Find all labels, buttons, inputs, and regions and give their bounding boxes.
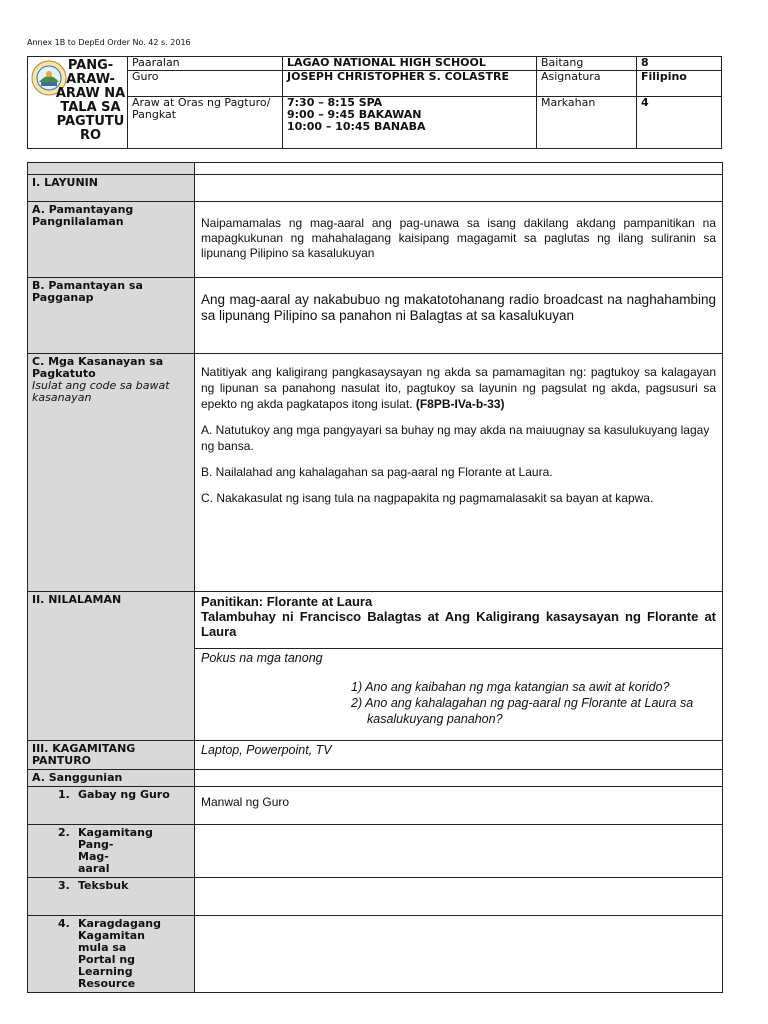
markahan-value: 4: [637, 97, 722, 149]
lesson-table: [27, 162, 723, 993]
baitang-value: 8: [637, 57, 722, 71]
nilalaman-title: Panitikan: Florante at Laura Talambuhay ni Francisco Balagtas at Ang Kaligirang kasaysayan ng Florante at Laura: [195, 592, 723, 649]
nilalaman-label: II. NILALAMAN: [28, 592, 195, 741]
pamantayang-pangnilalaman-label: A. Pamantayang Pangnilalaman: [28, 202, 195, 278]
pamantayang-pangnilalaman-text: Naipamamalas ng mag-aaral ang pag-unawa sa isang dakilang akdang pampanitikan na mapagkukunan ng mahahalagang kaisipang magagamit sa paglutas ng ilang suliranin sa lipunang Pilipino sa kasalukuyan: [195, 202, 723, 278]
kagamitan-value: Laptop, Powerpoint, TV: [195, 741, 723, 770]
sanggunian-content: [195, 770, 723, 787]
ref-item-3-label: 3. Teksbuk: [28, 878, 195, 916]
pokus-content: [195, 649, 723, 741]
layunin-content: [195, 175, 723, 202]
kasanayan-text: Natitiyak ang kaligirang pangkasaysayan ng akda sa pamamagitan ng: pagtukoy sa kalagayan ng lipunan sa panahong nasulat ito, pagtukoy sa layunin ng pagsulat ng akda, pagsusuri sa epekto ng akda pagkatapos itong isulat. (F8PB-IVa-b-33): [201, 365, 716, 411]
title-cell: [28, 57, 128, 149]
question-2: 2) Ano ang kahalagahan ng pag-aaral ng Florante at Laura sa kasalukuyang panahon?: [351, 696, 694, 726]
top-spacer-label: [28, 163, 195, 175]
ref-item-3-value: [195, 878, 723, 916]
header-table: [27, 56, 722, 149]
ref-item-1-label: 1. Gabay ng Guro: [28, 787, 195, 825]
markahan-label: Markahan: [537, 97, 637, 149]
question-1: 1) Ano ang kaibahan ng mga katangian sa awit at korido?: [351, 680, 670, 694]
ref-item-4-value: [195, 916, 723, 993]
pamantayan-pagganap-text: Ang mag-aaral ay nakabubuo ng makatotohanang radio broadcast na naghahambing sa lipunang Pilipino sa panahon ni Balagtas at sa kasalukuyan: [195, 278, 723, 354]
objective-a: A. Natutukoy ang mga pangyayari sa buhay ng may akda na maiuugnay sa kasulukuyang lagay ng bansa.: [201, 423, 710, 453]
kasanayan-content: [195, 354, 723, 592]
competency-code: (F8PB-IVa-b-33): [415, 397, 505, 411]
paaralan-value: LAGAO NATIONAL HIGH SCHOOL: [283, 57, 537, 71]
ref-item-2-value: [195, 825, 723, 878]
guro-value: JOSEPH CHRISTOPHER S. COLASTRE: [283, 71, 537, 97]
asignatura-value: Filipino: [637, 71, 722, 97]
kasanayan-sublabel: Isulat ang code sa bawat kasanayan: [32, 379, 170, 404]
objective-b: B. Nailalahad ang kahalagahan sa pag-aaral ng Florante at Laura.: [201, 465, 553, 479]
annex-note: Annex 1B to DepEd Order No. 42 s. 2016: [27, 38, 191, 47]
asignatura-label: Asignatura: [537, 71, 637, 97]
layunin-label: I. LAYUNIN: [28, 175, 195, 202]
schedule: 7:30 – 8:15 SPA 9:00 – 9:45 BAKAWAN 10:00 – 10:45 BANABA: [283, 97, 537, 149]
top-spacer-content: [195, 163, 723, 175]
ref-item-4-label: 4. Karagdagang Kagamitan mula sa Portal ng Learning Resource: [28, 916, 195, 993]
paaralan-label: Paaralan: [128, 57, 283, 71]
ref-item-1-value: Manwal ng Guro: [195, 787, 723, 825]
kasanayan-label: C. Mga Kasanayan sa Pagkatuto Isulat ang code sa bawat kasanayan: [28, 354, 195, 592]
pokus-label: Pokus na mga tanong: [201, 651, 323, 665]
focus-questions: [201, 679, 716, 727]
dll-title: PANG- ARAW- ARAW NA TALA SA PAGTUTU RO: [55, 58, 126, 143]
sanggunian-label: A. Sanggunian: [28, 770, 195, 787]
guro-label: Guro: [128, 71, 283, 97]
kagamitan-label: III. KAGAMITANG PANTURO: [28, 741, 195, 770]
araw-label: Araw at Oras ng Pagturo/ Pangkat: [128, 97, 283, 149]
pamantayan-pagganap-label: B. Pamantayan sa Pagganap: [28, 278, 195, 354]
baitang-label: Baitang: [537, 57, 637, 71]
ref-item-2-label: 2. Kagamitang Pang-Mag-aaral: [28, 825, 195, 878]
objective-c: C. Nakakasulat ng isang tula na nagpapakita ng pagmamalasakit sa bayan at kapwa.: [201, 491, 654, 505]
